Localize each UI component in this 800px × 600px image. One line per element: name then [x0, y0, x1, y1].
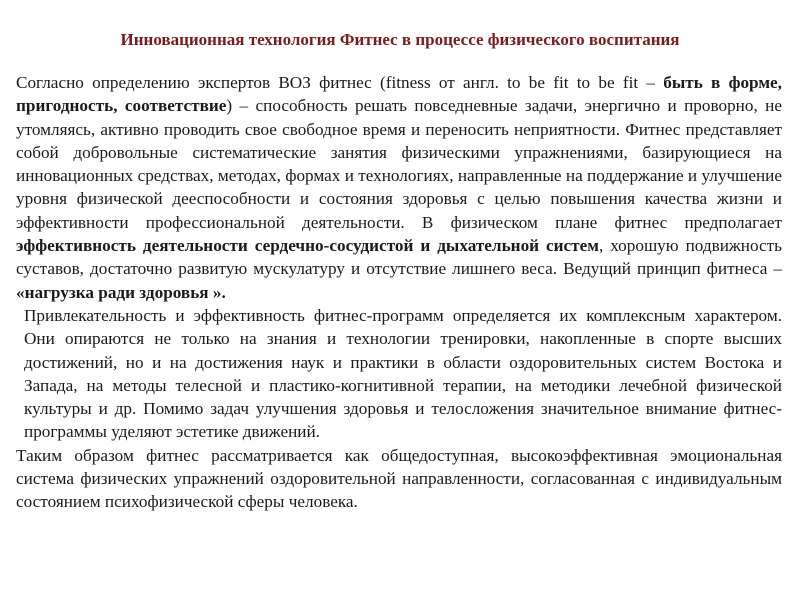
paragraph-conclusion: Таким образом фитнес рассматривается как общедоступная, высокоэффективная эмоциональная система физических упражнений оздоровительной направленности, согласованная с индивидуальным состоянием психофизической сферы человека. — [16, 445, 782, 512]
text-run: Согласно определению экспертов ВОЗ фитнес (fitness от англ. to be fit to be fit – — [16, 73, 664, 92]
paragraph-definition — [16, 71, 782, 304]
body-text — [16, 71, 782, 514]
paragraph-attractiveness: Привлекательность и эффективность фитнес-программ определяется их комплексным характером. Они опираются не только на знания и технологии тренировки, накопленные в спорте высших достижений, но и на достижения наук и практики в области оздоровительных систем Востока и Запада, на методы телесной и пластико-когнитивной терапии, на методики лечебной физической культуры и др. Помимо задач улучшения здоровья и телосложения значительное внимание фитнес-программы уделяют эстетике движений. — [24, 305, 782, 442]
bold-phrase-leading-principle: «нагрузка ради здоровья ». — [16, 282, 226, 302]
text-run: , хорошую подвижность суставов, достаточно развитую мускулатуру и отсутствие лишнего веса. Ведущий принцип фитнеса – — [16, 236, 782, 279]
slide-title: Инновационная технология Фитнес в процессе физического воспитания — [120, 30, 680, 49]
bold-phrase-fitness-meaning: быть в форме, пригодность, соответствие — [16, 73, 782, 116]
bold-phrase-cardio-respiratory: эффективность деятельности сердечно-сосудистой и дыхательной систем — [16, 236, 599, 256]
text-run: ) – способность решать повседневные задачи, энергично и проворно, не утомляясь, активно проводить свое свободное время и переносить неприятности. Фитнес представляет собой добровольные систематические занятия физическими упражнениями, базирующиеся на инновационных средствах, методах, формах и технологиях, направленные на поддержание и улучшение уровня физической дееспособности и состояния здоровья с целью повышения качества жизни и эффективности профессиональной деятельности. В физическом плане фитнес предполагает — [16, 96, 782, 232]
